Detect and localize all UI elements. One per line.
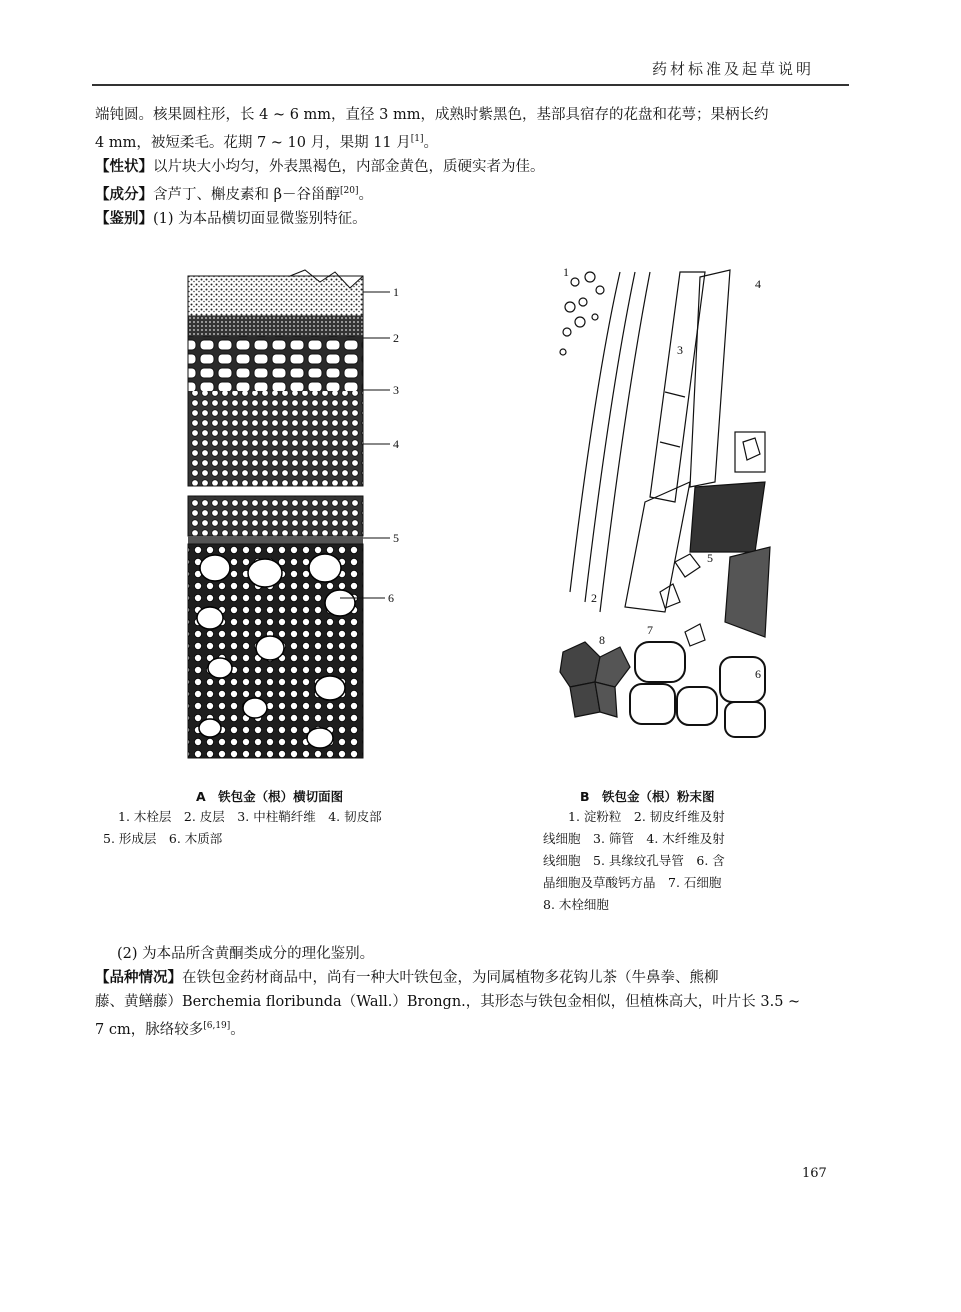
- text-line: 【品种情况】在铁包金药材商品中，尚有一种大叶铁包金，为同属植物多花钩儿茶（牛鼻拳、熊柳: [95, 969, 719, 986]
- figure-b-legend-line: 晶细胞及草酸钙方晶 7. 石细胞: [543, 875, 722, 890]
- figure-b-illustration: [555, 262, 780, 752]
- figure-a-label: 4: [393, 437, 399, 451]
- text-line: 7 cm，脉络较多[6,19]。: [95, 1021, 245, 1038]
- text-line: 端钝圆。核果圆柱形，长 4 ~ 6 mm，直径 3 mm，成熟时紫黑色，基部具宿存的花盘和花萼；果柄长约: [95, 107, 769, 123]
- figure-b-label: 4: [755, 277, 761, 291]
- figure-a-label: 3: [393, 383, 399, 397]
- figure-b-legend-line: 线细胞 5. 具缘纹孔导管 6. 含: [543, 853, 725, 868]
- text-line: 4 mm，被短柔毛。花期 7 ~ 10 月，果期 11 月[1]。: [95, 134, 439, 151]
- figure-a-label: 5: [393, 531, 399, 545]
- figure-b-title: B 铁包金（根）粉末图: [580, 789, 715, 804]
- header-rule: [92, 84, 849, 86]
- section-xingzhuang: 【性状】以片块大小均匀，外表黑褐色，内部金黄色，质硬实者为佳。: [95, 157, 545, 175]
- cork-cells: [560, 642, 630, 717]
- figure-b-label: 2: [591, 591, 597, 605]
- cross-section-drawing: [180, 268, 410, 768]
- lower-section: [188, 496, 363, 758]
- figure-a-label: 1: [393, 285, 399, 299]
- stone-cells: [630, 642, 765, 737]
- upper-section: [188, 270, 363, 486]
- text-line: (2) 为本品所含黄酮类成分的理化鉴别。: [117, 946, 375, 962]
- figure-a-legend-line: 1. 木栓层 2. 皮层 3. 中柱鞘纤维 4. 韧皮部: [118, 809, 382, 824]
- paragraph-varieties: [95, 942, 850, 1042]
- figure-b-label: 8: [599, 633, 605, 647]
- figure-b-legend-line: 8. 木栓细胞: [543, 897, 609, 912]
- section-chengfen: 【成分】含芦丁、槲皮素和 β－谷甾醇[20]。: [95, 185, 373, 203]
- figure-b-label: 6: [755, 667, 761, 681]
- figure-a-illustration: [180, 268, 410, 768]
- powder-drawing: [555, 262, 780, 752]
- figure-a-legend-line: 5. 形成层 6. 木质部: [103, 831, 223, 846]
- text-line: 藤、黄鳝藤）Berchemia floribunda（Wall.）Brongn.，其形态与铁包金相似，但植株高大，叶片长 3.5 ~: [95, 994, 801, 1010]
- starch-grains: [560, 272, 604, 355]
- page-number: 167: [802, 1166, 827, 1181]
- figure-b-legend-line: 线细胞 3. 筛管 4. 木纤维及射: [543, 831, 725, 846]
- figure-b-label: 7: [647, 623, 653, 637]
- figure-b-label: 3: [677, 343, 683, 357]
- figure-b-label: 1: [563, 265, 569, 279]
- figure-b-label: 5: [707, 551, 713, 565]
- paragraph-morphology: [95, 103, 850, 231]
- figure-a-label: 2: [393, 331, 399, 345]
- section-jianbie: 【鉴别】(1) 为本品横切面显微鉴别特征。: [95, 209, 367, 227]
- running-header: 药材标准及起草说明: [652, 60, 815, 78]
- figure-a-label: 6: [388, 591, 394, 605]
- figure-b-legend-line: 1. 淀粉粒 2. 韧皮纤维及射: [568, 809, 725, 824]
- figure-a-title: A 铁包金（根）横切面图: [196, 789, 344, 804]
